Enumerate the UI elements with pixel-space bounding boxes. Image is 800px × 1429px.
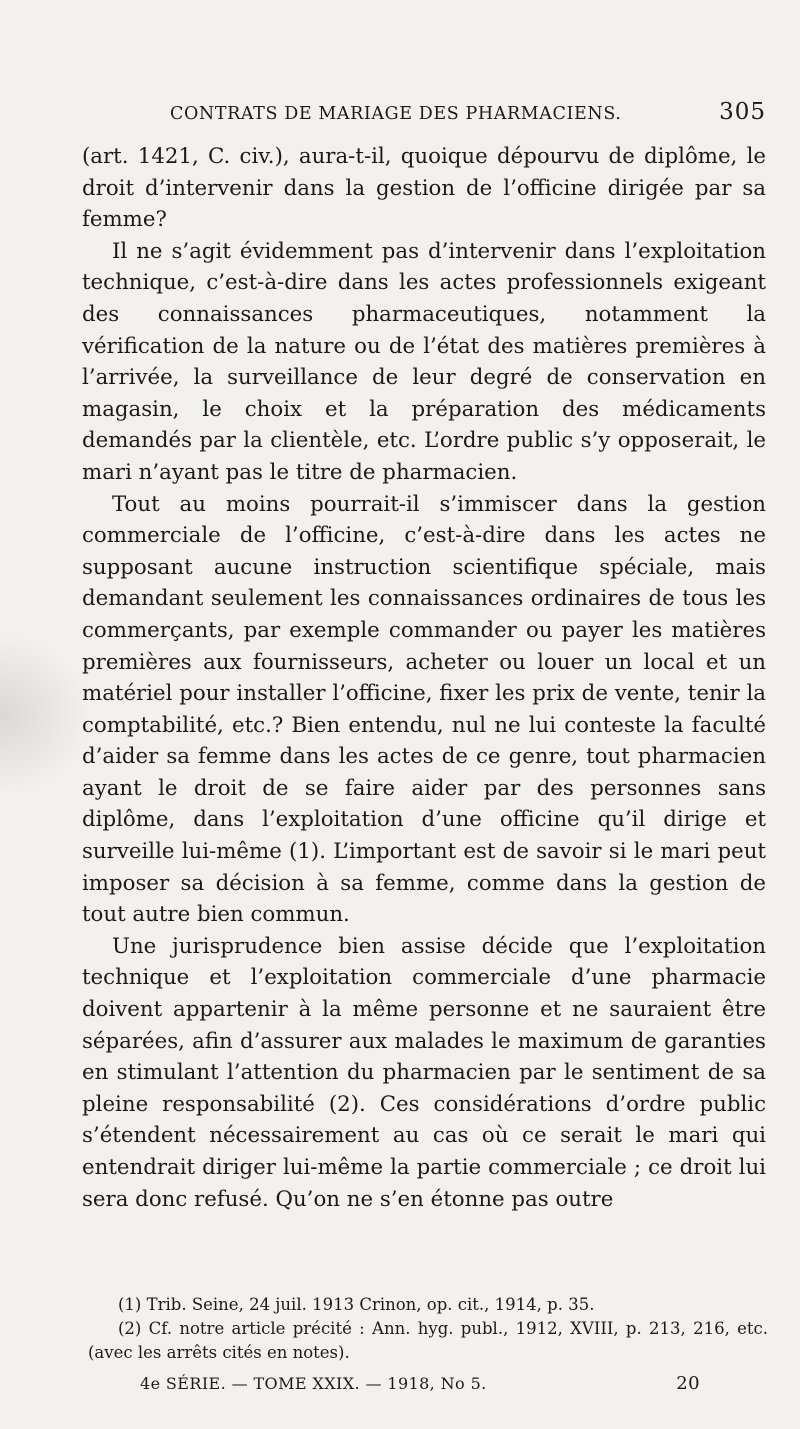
running-head-title: CONTRATS DE MARIAGE DES PHARMACIENS. xyxy=(170,104,622,124)
paragraph-continuation: (art. 1421, C. civ.), aura-t-il, quoique dépourvu de diplôme, le droit d’intervenir dans la gestion de l’officine dirigée par sa femme? xyxy=(82,144,766,233)
paragraph: Une jurisprudence bien assise décide que l’exploitation technique et l’exploitation commerciale d’une pharmacie doivent appartenir à la même personne et ne sauraient être séparées, afin d’assurer aux malades le maximum de garanties en stimulant l’attention du pharmacien par le sentiment de sa pleine responsabilité (2). Ces considérations d’ordre public s’étendent nécessairement au cas où ce serait le mari qui entendrait diriger lui-même la partie commerciale ; ce droit lui sera donc refusé. Qu’on ne s’en étonne pas outre xyxy=(82,933,766,1212)
running-head xyxy=(170,99,766,125)
paragraph: Il ne s’agit évidemment pas d’intervenir dans l’exploitation technique, c’est-à-dire dans les actes professionnels exigeant des connaissances pharmaceutiques, notamment la vérification de la nature ou de l’état des matières premières à l’arrivée, la surveillance de leur degré de conservation en magasin, le choix et la préparation des médicaments demandés par la clientèle, etc. L’ordre public s’y opposerait, le mari n’ayant pas le titre de pharmacien. xyxy=(82,238,766,485)
footnote-1: (1) Trib. Seine, 24 juil. 1913 Crinon, op. cit., 1914, p. 35. xyxy=(118,1295,595,1314)
sheet-number: 20 xyxy=(676,1373,700,1394)
printer-signature xyxy=(140,1373,700,1394)
body-text xyxy=(82,141,766,1215)
paragraph: Tout au moins pourrait-il s’immiscer dans la gestion commerciale de l’officine, c’est-à-dire dans les actes ne supposant aucune instruction scientifique spéciale, mais demandant seulement les connaissances ordinaires de tous les commerçants, par exemple commander ou payer les matières premières aux fournisseurs, acheter ou louer un local et un matériel pour installer l’officine, fixer les prix de vente, tenir la comptabilité, etc.? Bien entendu, nul ne lui conteste la faculté d’aider sa femme dans les actes de ce genre, tout pharmacien ayant le droit de se faire aider par des personnes sans diplôme, dans l’exploitation d’une officine qu’il dirige et surveille lui-même (1). L’important est de savoir si le mari peut imposer sa décision à sa femme, comme dans la gestion de tout autre bien commun. xyxy=(82,491,766,928)
footnote-2: (2) Cf. notre article précité : Ann. hyg. publ., 1912, XVIII, p. 213, 216, etc. (avec les arrêts cités en notes). xyxy=(88,1319,768,1362)
footnotes xyxy=(88,1293,768,1365)
series-volume-line: 4e SÉRIE. — TOME XXIX. — 1918, No 5. xyxy=(140,1374,487,1393)
page-number: 305 xyxy=(719,99,766,125)
